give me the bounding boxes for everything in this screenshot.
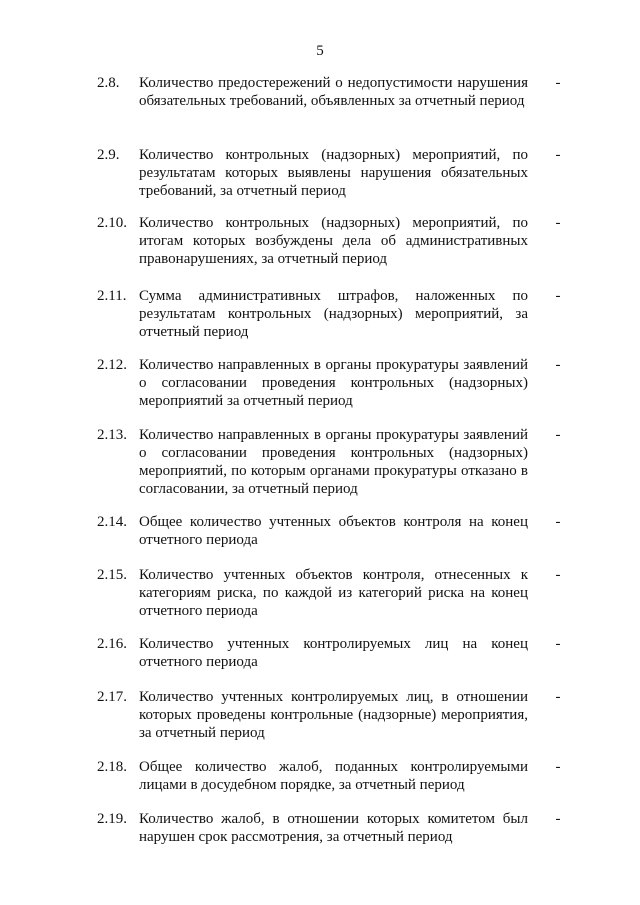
- item-number: 2.9.: [97, 147, 120, 163]
- item-value: -: [555, 215, 561, 231]
- item-value: -: [555, 75, 561, 91]
- item-text: Количество направленных в органы прокуратуры заявлений о согласовании проведения контрольных (надзорных) мероприятий, по которым органами прокуратуры отказано в согласовании, за отчетный период: [139, 427, 528, 497]
- item-value: -: [555, 689, 561, 705]
- item-number: 2.11.: [97, 288, 127, 304]
- item-value: -: [555, 147, 561, 163]
- item-number: 2.14.: [97, 514, 127, 530]
- item-value: -: [555, 288, 561, 304]
- item-value: -: [555, 811, 561, 827]
- item-value: -: [555, 427, 561, 443]
- item-text: Общее количество учтенных объектов контроля на конец отчетного периода: [139, 514, 528, 548]
- item-number: 2.13.: [97, 427, 127, 443]
- item-value: -: [555, 759, 561, 775]
- item-value: -: [555, 357, 561, 373]
- item-text: Количество жалоб, в отношении которых комитетом был нарушен срок рассмотрения, за отчетный период: [139, 811, 528, 845]
- item-text: Количество направленных в органы прокуратуры заявлений о согласовании проведения контрольных (надзорных) мероприятий за отчетный период: [139, 357, 528, 409]
- item-number: 2.12.: [97, 357, 127, 373]
- item-text: Количество предостережений о недопустимости нарушения обязательных требований, объявленных за отчетный период: [139, 75, 528, 109]
- item-number: 2.18.: [97, 759, 127, 775]
- item-number: 2.17.: [97, 689, 127, 705]
- item-text: Количество контрольных (надзорных) мероприятий, по итогам которых возбуждены дела об административных правонарушениях, за отчетный период: [139, 215, 528, 267]
- item-text: Сумма административных штрафов, наложенных по результатам контрольных (надзорных) мероприятий, за отчетный период: [139, 288, 528, 340]
- item-text: Количество контрольных (надзорных) мероприятий, по результатам которых выявлены нарушения обязательных требований, за отчетный период: [139, 147, 528, 199]
- item-text: Количество учтенных контролируемых лиц на конец отчетного периода: [139, 636, 528, 670]
- item-number: 2.16.: [97, 636, 127, 652]
- item-text: Количество учтенных объектов контроля, отнесенных к категориям риска, по каждой из категорий риска на конец отчетного периода: [139, 567, 528, 619]
- item-value: -: [555, 567, 561, 583]
- item-number: 2.19.: [97, 811, 127, 827]
- item-text: Общее количество жалоб, поданных контролируемыми лицами в досудебном порядке, за отчетный период: [139, 759, 528, 793]
- item-value: -: [555, 636, 561, 652]
- item-number: 2.8.: [97, 75, 120, 91]
- page-number: 5: [316, 43, 324, 59]
- item-number: 2.10.: [97, 215, 127, 231]
- item-text: Количество учтенных контролируемых лиц, в отношении которых проведены контрольные (надзорные) мероприятия, за отчетный период: [139, 689, 528, 741]
- item-value: -: [555, 514, 561, 530]
- item-number: 2.15.: [97, 567, 127, 583]
